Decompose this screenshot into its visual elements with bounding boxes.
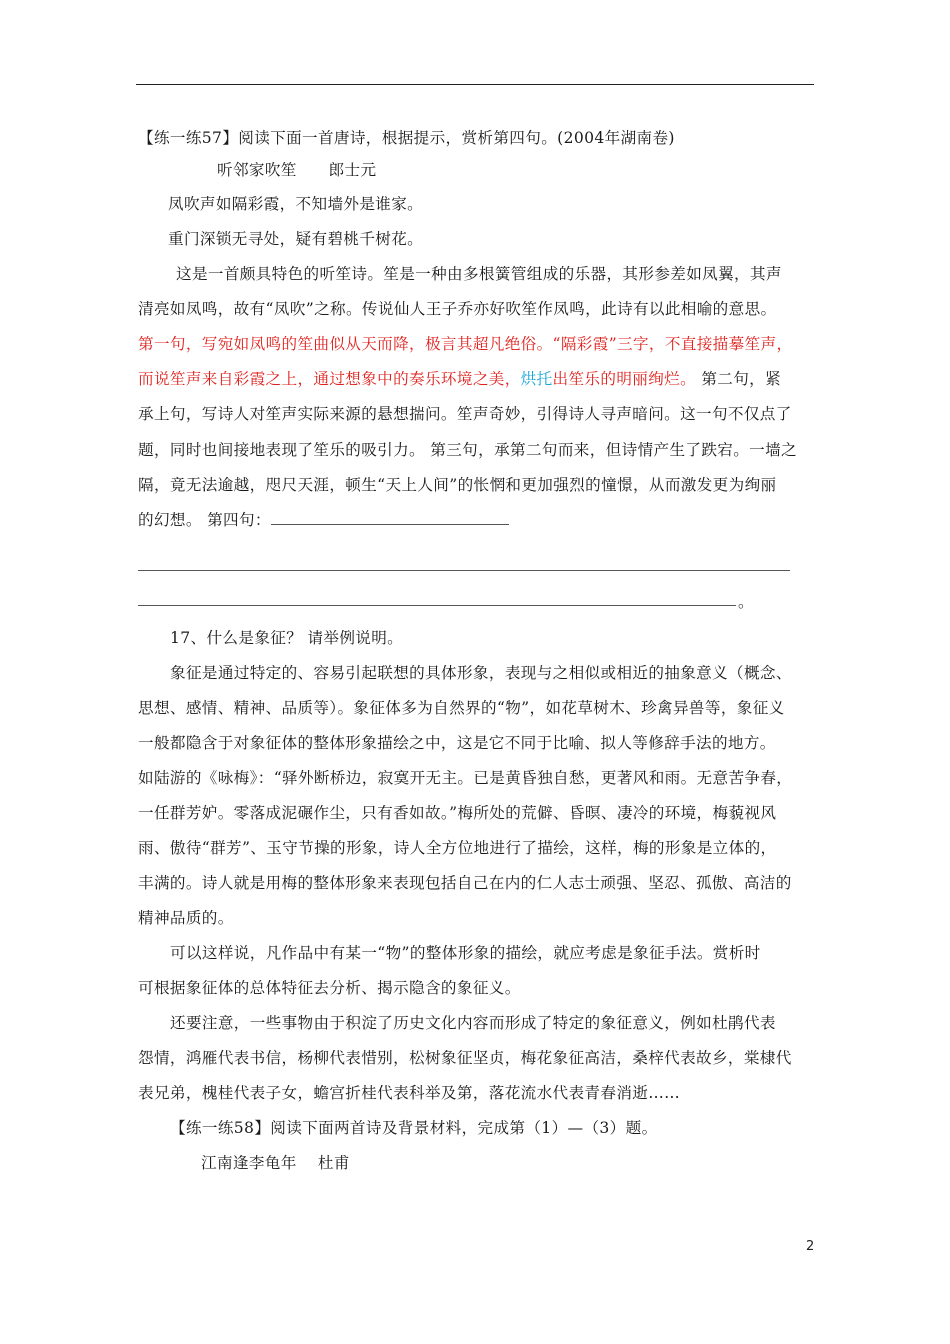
poem-line-2: 重门深锁无寻处，疑有碧桃千树花。 [168,230,424,248]
answer-line[interactable] [138,570,790,571]
analysis-line: 承上句，写诗人对笙声实际来源的悬想揣问。笙声奇妙，引得诗人寻声暗问。这一句不仅点了 [138,405,792,423]
keyword-text: 烘托 [520,370,553,388]
paragraph-line: 一任群芳妒。零落成泥碾作尘，只有香如故。”梅所处的荒僻、昏暝、凄冷的环境，梅藐视风 [138,804,777,822]
paragraph-line: 精神品质的。 [138,909,234,927]
paragraph-line: 思想、感情、精神、品质等）。象征体多为自然界的“物”，如花草树木、珍禽异兽等，象征义 [138,699,785,717]
poem-title: 江南逢李龟年 杜甫 [201,1154,350,1172]
header-rule [136,84,814,85]
paragraph-line: 怨情，鸿雁代表书信，杨柳代表惜别，松树象征坚贞，梅花象征高洁，桑梓代表故乡，棠棣代 [138,1049,792,1067]
poem-title: 听邻家吹笙 郎士元 [217,161,377,179]
analysis-line-answer [138,510,818,530]
paragraph-line: 如陆游的《咏梅》：“驿外断桥边，寂寞开无主。已是黄昏独自愁，更著风和雨。无意苦争春， [138,769,793,787]
analysis-line: 这是一首颇具特色的听笙诗。笙是一种由多根簧管组成的乐器，其形参差如凤翼，其声 [176,265,782,283]
highlight-text: 而说笙声来自彩霞之上，通过想象中的奏乐环境之美， [138,370,521,388]
analysis-line: 题，同时也间接地表现了笙乐的吸引力。 第三句，承第二句而来，但诗情产生了跌宕。一墙之 [138,441,798,459]
exercise-57-prompt: 【练一练57】阅读下面一首唐诗，根据提示，赏析第四句。(2004年湖南卷) [138,129,675,147]
poem-line-1: 凤吹声如隔彩霞，不知墙外是谁家。 [168,195,424,213]
analysis-line: 隔，竟无法逾越，咫尺天涯，顿生“天上人间”的怅惘和更加强烈的憧憬，从而激发更为绚丽 [138,476,777,494]
page-number: 2 [806,1239,815,1254]
paragraph-line: 还要注意，一些事物由于积淀了历史文化内容而形成了特定的象征意义，例如杜鹃代表 [170,1014,776,1032]
answer-blank[interactable] [271,510,509,525]
paragraph-line: 可根据象征体的总体特征去分析、揭示隐含的象征义。 [138,979,521,997]
answer-line[interactable] [138,605,736,606]
answer-end-mark: 。 [738,593,754,611]
paragraph-line: 表兄弟，槐桂代表子女，蟾宫折桂代表科举及第，落花流水代表青春消逝…… [138,1084,681,1102]
analysis-text: 第二句，紧 [696,370,782,388]
highlight-text: 出笙乐的明丽绚烂。 [552,370,697,388]
analysis-line: 清亮如凤鸣，故有“凤吹”之称。传说仙人王子乔亦好吹笙作凤鸣，此诗有以此相喻的意思。 [138,300,777,318]
analysis-line-highlight: 第一句，写宛如凤鸣的笙曲似从天而降，极言其超凡绝俗。“隔彩霞”三字，不直接描摹笙声， [138,335,793,353]
answer-prompt: 的幻想。 第四句： [138,511,271,529]
paragraph-line: 雨、傲待“群芳”、玉守节操的形象，诗人全方位地进行了描绘，这样，梅的形象是立体的， [138,839,777,857]
analysis-line-mixed [138,369,818,389]
question-17: 17、什么是象征？ 请举例说明。 [170,629,404,647]
paragraph-line: 丰满的。诗人就是用梅的整体形象来表现包括自己在内的仁人志士顽强、坚忍、孤傲、高洁的 [138,874,792,892]
paragraph-line: 可以这样说，凡作品中有某一“物”的整体形象的描绘，就应考虑是象征手法。赏析时 [170,944,761,962]
exercise-58-prompt: 【练一练58】阅读下面两首诗及背景材料，完成第（1）—（3）题。 [170,1119,658,1137]
paragraph-line: 象征是通过特定的、容易引起联想的具体形象，表现与之相似或相近的抽象意义（概念、 [170,664,792,682]
paragraph-line: 一般都隐含于对象征体的整体形象描绘之中，这是它不同于比喻、拟人等修辞手法的地方。 [138,734,776,752]
